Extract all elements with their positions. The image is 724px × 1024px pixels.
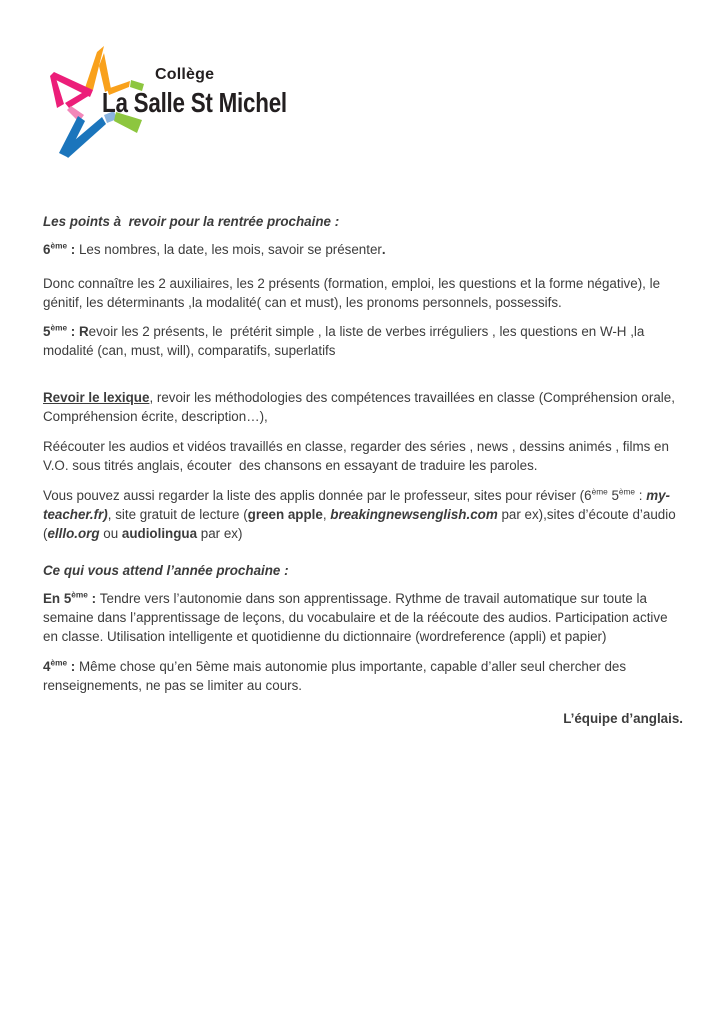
logo-school-name: La Salle St Michel <box>102 87 287 118</box>
para-reecouter: Réécouter les audios et vidéos travaillés en classe, regarder des séries , news , dessins animés , films en V.O. sous titrés anglais, écouter des chansons en essayant de traduire les paroles. <box>43 439 673 473</box>
heading-points-a-revoir: Les points à revoir pour la rentrée prochaine : <box>43 214 340 229</box>
para-applis: Vous pouvez aussi regarder la liste des applis donnée par le professeur, sites pour réviser (6ème 5ème : my-teacher.fr), site gratuit de lecture (green apple, breakingnewsenglish.com par ex),sites d’écoute d’audio (elllo.org ou audiolingua par ex) <box>43 486 680 541</box>
para-donc-connaitre: Donc connaître les 2 auxiliaires, les 2 présents (formation, emploi, les questions et la forme négative), le génitif, les déterminants ,la modalité( can et must), les pronoms personnels, possessifs. <box>43 276 664 310</box>
para-5eme: 5ème : Revoir les 2 présents, le prétérit simple , la liste de verbes irréguliers , les questions en W-H ,la modalité (can, must, will), comparatifs, superlatifs <box>43 322 649 358</box>
para-revoir-lexique: Revoir le lexique, revoir les méthodologies des compétences travaillées en classe (Compréhension orale, Compréhension écrite, description…), <box>43 390 679 424</box>
letter-body <box>43 0 683 728</box>
para-4eme: 4ème : Même chose qu’en 5ème mais autonomie plus importante, capable d’aller seul chercher des renseignements, ne pas se limiter au cours. <box>43 657 630 693</box>
para-6eme: 6ème : Les nombres, la date, les mois, savoir se présenter. <box>43 240 386 257</box>
heading-annee-prochaine: Ce qui vous attend l’année prochaine : <box>43 563 289 578</box>
logo-college-label: Collège <box>155 66 215 83</box>
signature: L’équipe d’anglais. <box>563 711 683 726</box>
para-en-5eme: En 5ème : Tendre vers l’autonomie dans son apprentissage. Rythme de travail automatique sur toute la semaine dans l’apprentissage de leçons, du vocabulaire et de la réécoute des audios. Participation active en classe. Utilisation intelligente et quotidienne du dictionnaire (wordreference (appli) et papier) <box>43 589 672 644</box>
